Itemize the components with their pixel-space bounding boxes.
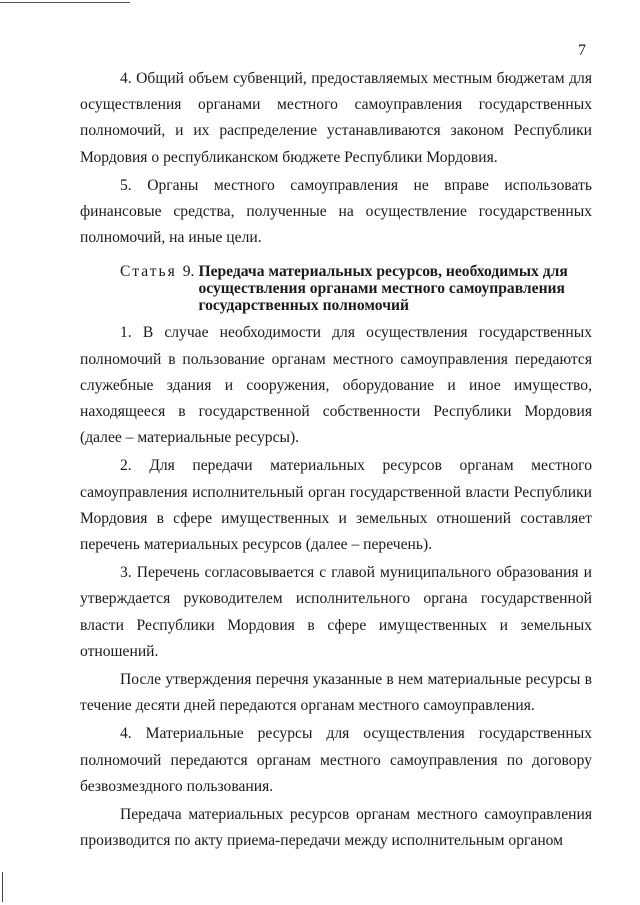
page-number: 7 [578, 42, 586, 59]
article-9-heading [80, 263, 592, 314]
paragraph-after-approval: После утверждения перечня указанные в нем материальные ресурсы в течение десяти дней передаются органам местного самоуправления. [80, 671, 592, 715]
scan-edge-mark [2, 872, 3, 902]
paragraph-5-funds-use: 5. Органы местного самоуправления не вправе использовать финансовые средства, полученные на осуществление государственных полномочий, на иные цели. [80, 176, 592, 247]
paragraph-3-list-approval: 3. Перечень согласовывается с главой муниципального образования и утверждается руководителем исполнительного органа государственной власти Республики Мордовия в сфере имущественных и земельных отношений. [80, 564, 592, 660]
article-label: Статья 9. [80, 263, 198, 280]
article-title: Передача материальных ресурсов, необходимых для осуществления органами местного самоуправления государственных полномочий [198, 263, 568, 315]
paragraph-transfer-act: Передача материальных ресурсов органам местного самоуправления производится по акту приема-передачи между исполнительным органом [80, 806, 592, 850]
scan-edge-line [0, 2, 130, 3]
article-number: 9. [182, 263, 195, 281]
paragraph-4-free-use: 4. Материальные ресурсы для осуществления государственных полномочий передаются органам местного самоуправления по договору безвозмездного пользования. [80, 725, 592, 795]
paragraph-4-subventions: 4. Общий объем субвенций, предоставляемых местным бюджетам для осуществления органами местного самоуправления государственных полномочий, и их распределение устанавливаются законом Республики Мордовия о республиканском бюджете Республики Мордовия. [80, 70, 592, 166]
document-body [80, 66, 592, 854]
paragraph-2-resource-list: 2. Для передачи материальных ресурсов органам местного самоуправления исполнительный орган государственной власти Республики Мордовия в сфере имущественных и земельных отношений составляет перечень материальных ресурсов (далее – перечень). [80, 457, 592, 554]
paragraph-1-material-resources: 1. В случае необходимости для осуществления государственных полномочий в пользование органам местного самоуправления передаются служебные здания и сооружения, оборудование и иное имущество, находящееся в государственной собственности Республики Мордовия (далее – материальные ресурсы). [80, 324, 592, 447]
